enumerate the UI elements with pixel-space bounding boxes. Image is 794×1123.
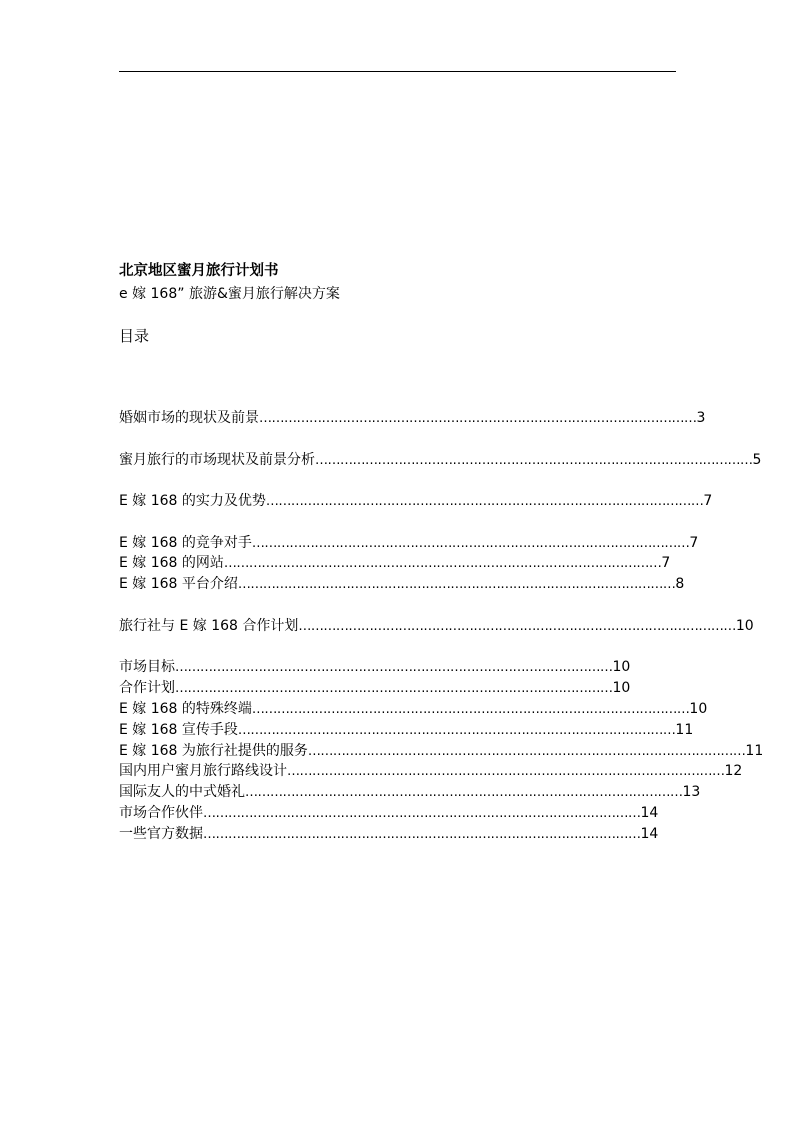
- toc-entry[interactable]: [119, 554, 671, 573]
- toc-entry[interactable]: [119, 825, 659, 844]
- toc-entry-label: 合作计划: [119, 680, 175, 696]
- toc-entry-page: 14: [640, 805, 659, 821]
- toc-leader-dots: ……………………………………………………………………………………………: [237, 577, 676, 592]
- toc-entry-page: 14: [640, 826, 659, 842]
- toc-leader-dots: ……………………………………………………………………………………………: [237, 723, 676, 738]
- toc-entry-page: 11: [675, 722, 694, 738]
- toc-entry-label: 市场目标: [119, 659, 175, 675]
- toc-entry-page: 8: [675, 576, 685, 592]
- document-subtitle: e 嫁 168” 旅游&蜜月旅行解决方案: [119, 286, 340, 302]
- toc-entry[interactable]: [119, 700, 708, 719]
- toc-entry-page: 10: [689, 701, 708, 717]
- toc-leader-dots: ……………………………………………………………………………………………: [203, 827, 641, 842]
- toc-entry-label: 一些官方数据: [119, 826, 203, 842]
- toc-entry[interactable]: [119, 721, 694, 740]
- toc-leader-dots: ……………………………………………………………………………………………: [315, 453, 753, 468]
- toc-heading: 目录: [119, 327, 150, 345]
- toc-entry-page: 10: [612, 680, 631, 696]
- toc-entry-label: 婚姻市场的现状及前景: [119, 410, 259, 426]
- toc-entry[interactable]: [119, 804, 659, 823]
- toc-entry-page: 12: [724, 763, 743, 779]
- toc-entry-label: 旅行社与 E 嫁 168 合作计划: [119, 618, 299, 634]
- toc-entry[interactable]: [119, 409, 706, 428]
- toc-entry-page: 11: [745, 743, 764, 759]
- toc-entry[interactable]: [119, 742, 764, 761]
- toc-entry-label: 国际友人的中式婚礼: [119, 784, 245, 800]
- toc-leader-dots: ……………………………………………………………………………………………: [251, 536, 690, 551]
- toc-entry[interactable]: [119, 658, 631, 677]
- toc-leader-dots: ……………………………………………………………………………………………: [259, 411, 697, 426]
- toc-entry[interactable]: [119, 762, 743, 781]
- toc-entry[interactable]: [119, 617, 754, 636]
- toc-entry-label: E 嫁 168 为旅行社提供的服务: [119, 743, 308, 759]
- toc-entry-page: 7: [661, 555, 671, 571]
- toc-entry[interactable]: [119, 575, 685, 594]
- toc-leader-dots: ……………………………………………………………………………………………: [203, 806, 641, 821]
- toc-entry-page: 10: [735, 618, 754, 634]
- toc-leader-dots: ……………………………………………………………………………………………: [175, 660, 613, 675]
- toc-leader-dots: ……………………………………………………………………………………………: [265, 494, 704, 509]
- toc-entry[interactable]: [119, 492, 713, 511]
- toc-entry-label: E 嫁 168 的特殊终端: [119, 701, 252, 717]
- toc-entry-label: 国内用户蜜月旅行路线设计: [119, 763, 287, 779]
- toc-entry-label: 蜜月旅行的市场现状及前景分析: [119, 452, 315, 468]
- toc-entry-label: E 嫁 168 平台介绍: [119, 576, 238, 592]
- toc-entry-label: E 嫁 168 的网站: [119, 555, 224, 571]
- toc-entry[interactable]: [119, 451, 762, 470]
- toc-entry-page: 7: [703, 493, 713, 509]
- toc-entry-page: 10: [612, 659, 631, 675]
- toc-entry[interactable]: [119, 783, 701, 802]
- toc-entry-label: E 嫁 168 的竞争对手: [119, 535, 252, 551]
- toc-leader-dots: ……………………………………………………………………………………………: [298, 619, 736, 634]
- toc-entry[interactable]: [119, 534, 699, 553]
- toc-leader-dots: ……………………………………………………………………………………………: [307, 744, 746, 759]
- toc-entry-label: E 嫁 168 宣传手段: [119, 722, 238, 738]
- toc-entry-page: 13: [682, 784, 701, 800]
- toc-entry-label: E 嫁 168 的实力及优势: [119, 493, 266, 509]
- toc-entry-label: 市场合作伙伴: [119, 805, 203, 821]
- toc-entry-page: 3: [696, 410, 706, 426]
- toc-entry[interactable]: [119, 679, 631, 698]
- document-title: 北京地区蜜月旅行计划书: [119, 262, 279, 279]
- toc-leader-dots: ……………………………………………………………………………………………: [287, 764, 725, 779]
- toc-leader-dots: ……………………………………………………………………………………………: [223, 556, 662, 571]
- toc-leader-dots: ……………………………………………………………………………………………: [175, 681, 613, 696]
- toc-leader-dots: ……………………………………………………………………………………………: [251, 702, 690, 717]
- toc-leader-dots: ……………………………………………………………………………………………: [245, 785, 683, 800]
- toc-entry-page: 7: [689, 535, 699, 551]
- toc-entry-page: 5: [752, 452, 762, 468]
- header-rule: [119, 71, 676, 72]
